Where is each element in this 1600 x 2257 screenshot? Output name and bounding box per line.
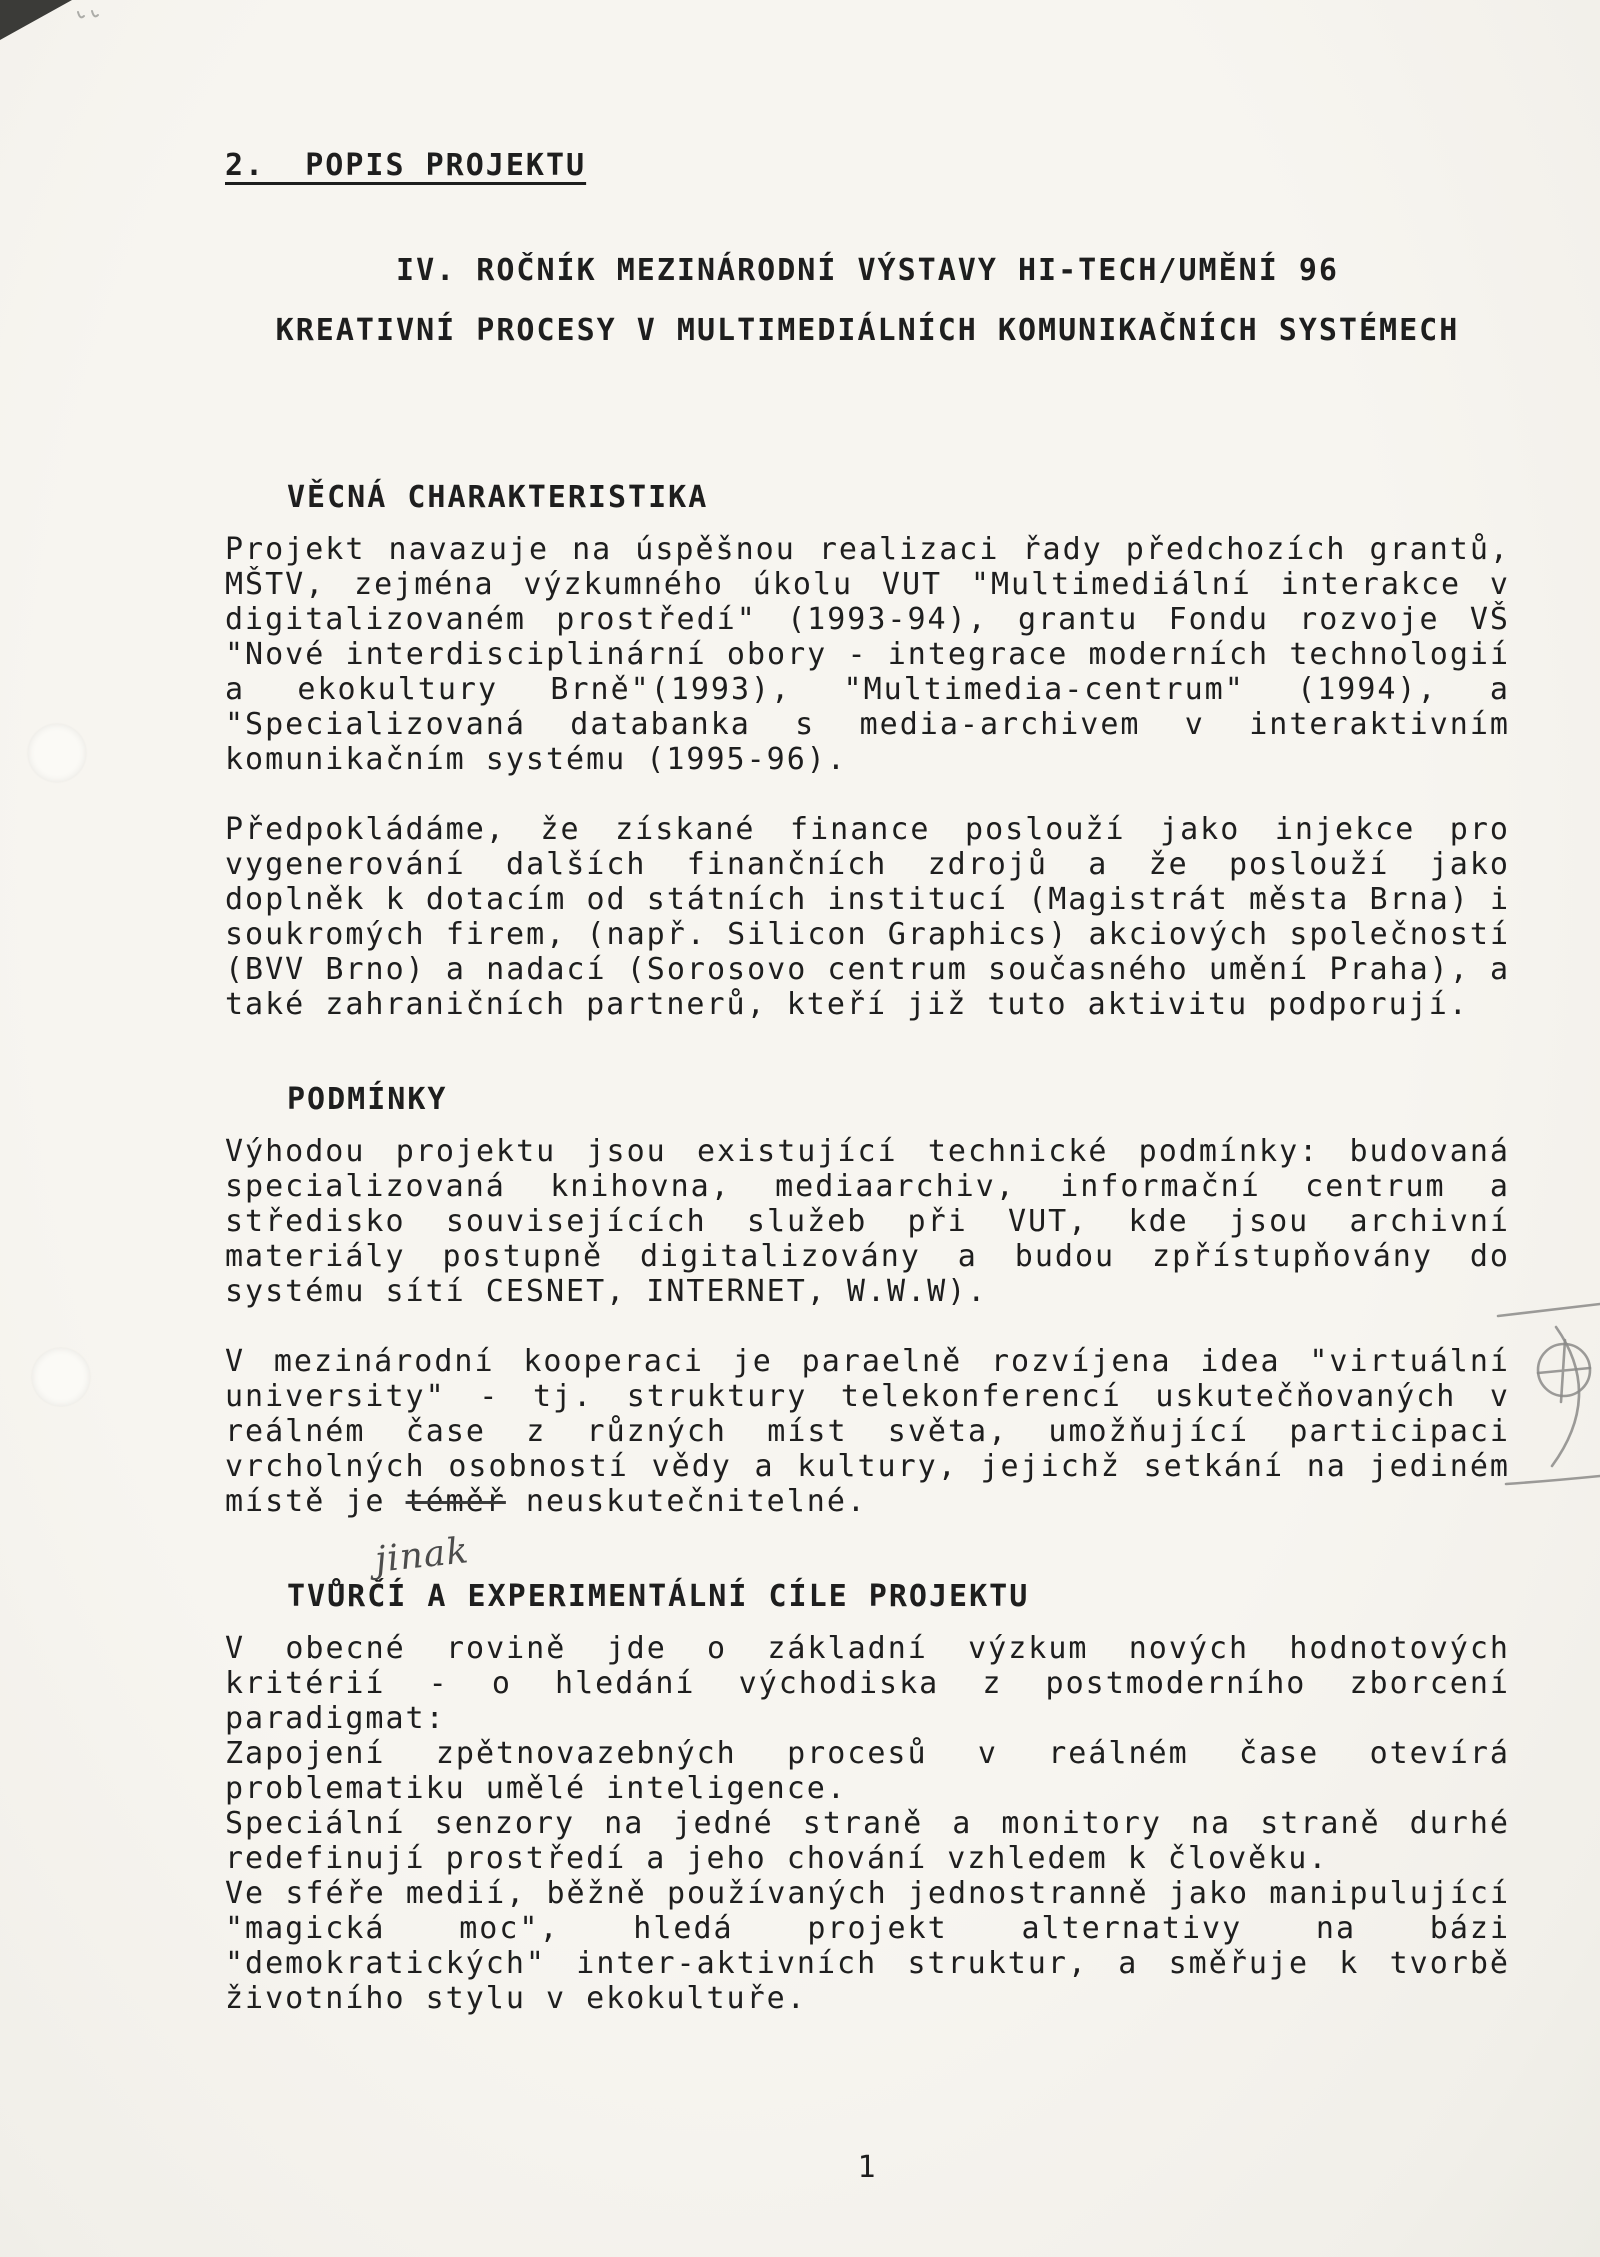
- paragraph-grants-history: Projekt navazuje na úspěšnou realizaci řady předchozích grantů, MŠTV, zejména výzkumného úkolu VUT "Multimediální interakce v digitalizovaném prostředí" (1993-94), grantu Fondu rozvoje VŠ "Nové interdisciplinární obory - integrace moderních technologií a ekokultury Brně"(1993), "Multimedia-centrum" (1994), a "Specializovaná databanka s media-archivem v interaktivním komunikačním systému (1995-96).: [225, 532, 1510, 777]
- margin-annotation: [1440, 1300, 1600, 1530]
- handwritten-correction: jinak: [373, 1530, 472, 1581]
- pencil-line-bottom: [1506, 1476, 1600, 1484]
- exhibition-subtitle: KREATIVNÍ PROCESY V MULTIMEDIÁLNÍCH KOMUNIKAČNÍCH SYSTÉMECH: [275, 313, 1460, 348]
- paragraph-virtual-university: [225, 1344, 1510, 1581]
- paragraph-text-after: neuskutečnitelné.: [505, 1484, 867, 1519]
- paragraph-goals-4: Ve sféře medií, běžně používaných jednostranně jako manipulující "magická moc", hledá projekt alternativy na bázi "demokratických" inter-aktivních struktur, a směřuje k tvorbě životního stylu v ekokultuře.: [225, 1876, 1510, 2016]
- paragraph-goals-1: V obecné rovině jde o základní výzkum nových hodnotových kritérií - o hledání východiska z postmoderního zborcení paradigmat:: [225, 1631, 1510, 1736]
- document-heading: 2. POPIS PROJEKTU: [225, 148, 587, 183]
- pencil-line-top: [1498, 1304, 1600, 1316]
- stray-pen-mark: [72, 6, 108, 30]
- goals-paragraph-group: [225, 1631, 1510, 2016]
- document-content: [225, 148, 1510, 2185]
- page-number: 1: [857, 2150, 878, 2185]
- paragraph-goals-3: Speciální senzory na jedné straně a monitory na straně durhé redefinují prostředí a jeho chování vzhledem k člověku.: [225, 1806, 1510, 1876]
- struck-word: téměř: [405, 1484, 506, 1519]
- punch-hole-bottom: [32, 1348, 90, 1406]
- scan-corner-artifact: [0, 0, 72, 40]
- exhibition-title: IV. ROČNÍK MEZINÁRODNÍ VÝSTAVY HI-TECH/UMĚNÍ 96: [396, 253, 1339, 288]
- section-heading-vecna-charakteristika: VĚCNÁ CHARAKTERISTIKA: [287, 480, 709, 515]
- paragraph-text-before: V mezinárodní kooperaci je paraelně rozvíjena idea "virtuální university" - tj. struktury telekonferencí uskutečňovaných v reálném čase z různých míst světa, umožňující participaci vrcholných osobností vědy a kultury, jejichž setkání na jediném místě je: [225, 1344, 1510, 1519]
- section-heading-podminky: PODMÍNKY: [287, 1082, 448, 1117]
- paragraph-finance-sources: Předpokládáme, že získané finance poslouží jako injekce pro vygenerování dalších finančních zdrojů a že poslouží jako doplněk k dotacím od státních institucí (Magistrát města Brna) i soukromých firem, (např. Silicon Graphics) akciových společností (BVV Brno) a nadací (Sorosovo centrum současného umění Praha), a také zahraničních partnerů, kteří již tuto aktivitu podporují.: [225, 812, 1510, 1022]
- section-heading-tvurci-cile: TVŮRČÍ A EXPERIMENTÁLNÍ CÍLE PROJEKTU: [287, 1579, 1030, 1614]
- plus-mark: [1538, 1340, 1590, 1402]
- paragraph-technical-conditions: Výhodou projektu jsou existující technické podmínky: budovaná specializovaná knihovna, mediaarchiv, informační centrum a středisko souvisejících služeb při VUT, kde jsou archivní materiály postupně digitalizovány a budou zpřístupňovány do systému sítí CESNET, INTERNET, W.W.W).: [225, 1134, 1510, 1309]
- punch-hole-top: [28, 724, 86, 782]
- paragraph-goals-2: Zapojení zpětnovazebných procesů v reálném čase otevírá problematiku umělé inteligence.: [225, 1736, 1510, 1806]
